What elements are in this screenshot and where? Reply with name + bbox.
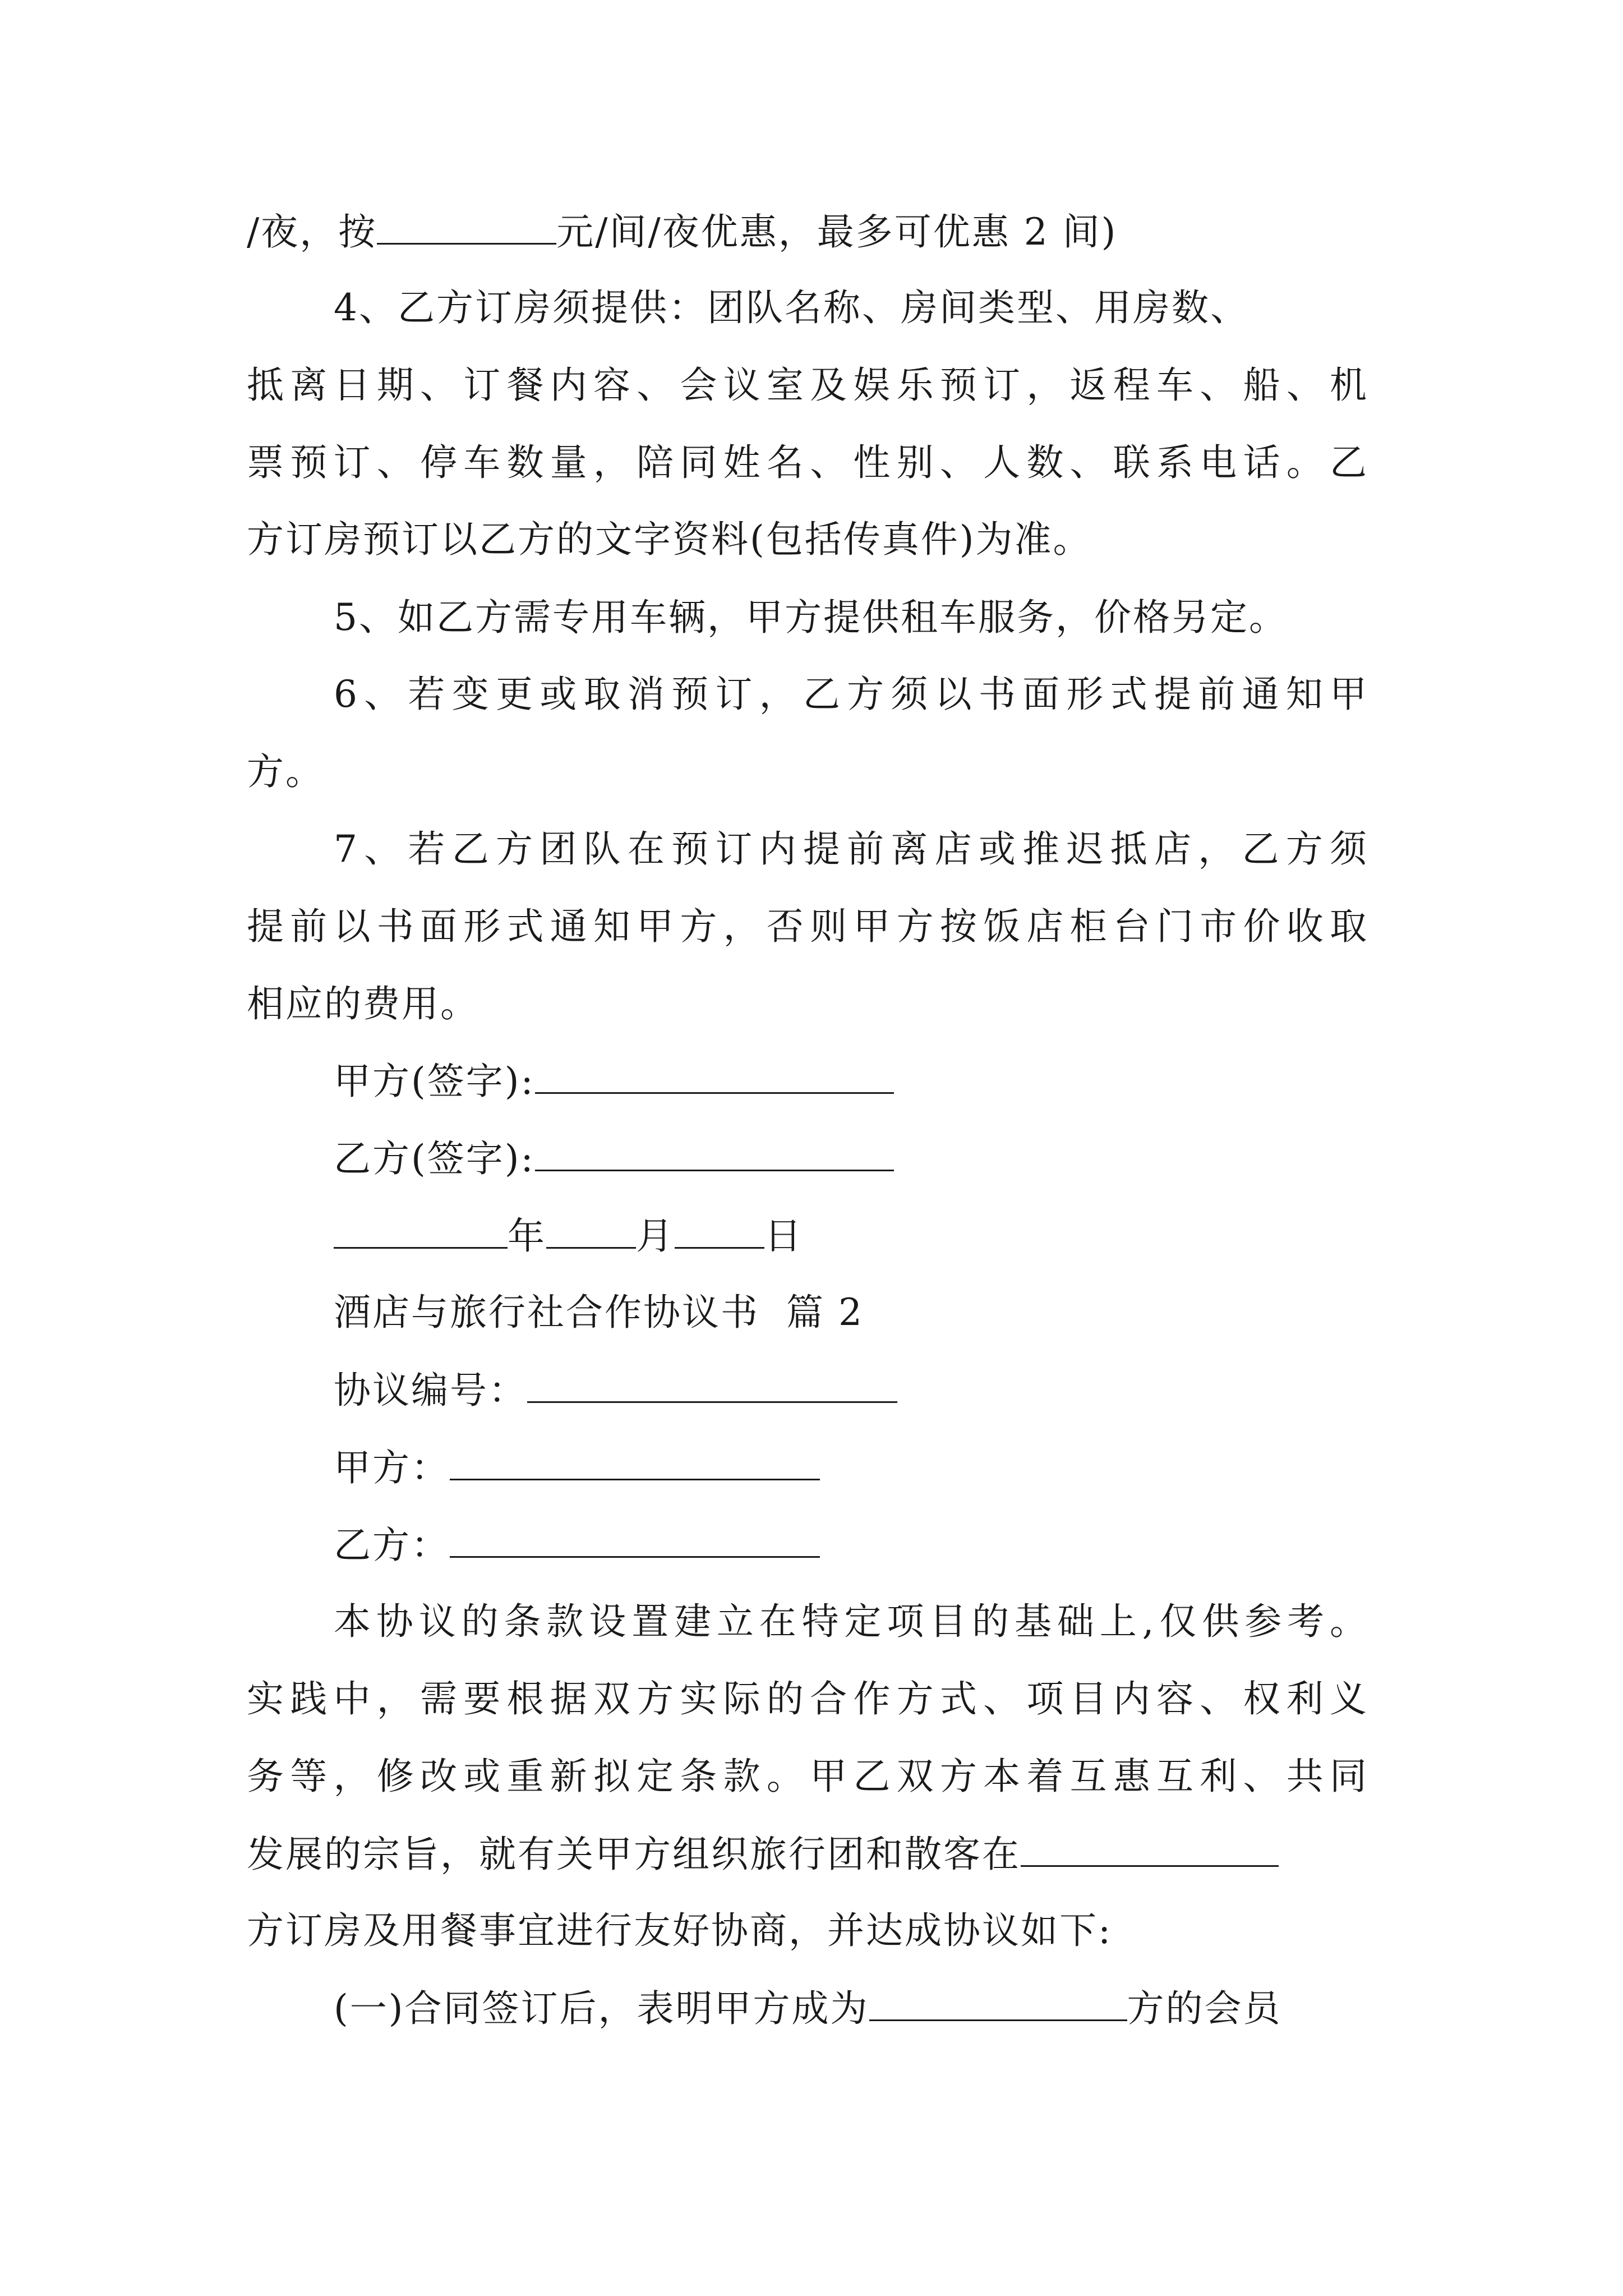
intro-line-1: 本协议的条款设置建立在特定项目的基础上,仅供参考。: [334, 1600, 1368, 1643]
clause-6-line-1: 6、若变更或取消预订，乙方须以书面形式提前通知甲: [334, 673, 1368, 716]
clause-6-line-2: 方。: [247, 750, 324, 793]
year-label: 年: [508, 1214, 546, 1258]
intro-line-4: [247, 1832, 1279, 1877]
clause-one: [334, 1986, 1282, 2031]
clause-7-line-3: 相应的费用。: [247, 982, 479, 1025]
party-b-blank: [450, 1522, 820, 1558]
text-fragment: 元/间/夜优惠，最多可优惠 2 间): [556, 210, 1118, 254]
signature-blank: [535, 1136, 894, 1171]
intro-line-2: 实践中，需要根据双方实际的合作方式、项目内容、权利义: [247, 1677, 1368, 1720]
day-label: 日: [764, 1214, 803, 1258]
party-a-label: 甲方：: [334, 1446, 450, 1489]
date-line: [334, 1213, 803, 1259]
month-label: 月: [636, 1214, 675, 1258]
section-title: 酒店与旅行社合作协议书 篇 2: [334, 1291, 864, 1334]
party-b-line: [334, 1522, 820, 1568]
text-fragment: 方的会员: [1127, 1987, 1282, 2030]
party-b-label: 乙方：: [334, 1524, 450, 1567]
text-fragment: (一)合同签订后，表明甲方成为: [334, 1987, 869, 2030]
agreement-number-blank: [527, 1368, 897, 1403]
signature-blank: [535, 1059, 894, 1094]
text-fragment: /夜，按: [247, 210, 377, 254]
signature-party-b: [334, 1136, 894, 1181]
party-a-line: [334, 1445, 820, 1490]
fill-in-blank: [377, 209, 556, 245]
day-blank: [675, 1213, 764, 1249]
clause-4-line-3: 票预订、停车数量，陪同姓名、性别、人数、联系电话。乙: [247, 441, 1368, 484]
month-blank: [546, 1213, 636, 1249]
clause-7-line-1: 7、若乙方团队在预订内提前离店或推迟抵店，乙方须: [334, 827, 1368, 871]
fill-in-blank: [1021, 1832, 1279, 1867]
intro-line-3: 务等，修改或重新拟定条款。甲乙双方本着互惠互利、共同: [247, 1755, 1368, 1798]
agreement-number-line: [334, 1368, 897, 1413]
clause-4-line-4: 方订房预订以乙方的文字资料(包括传真件)为准。: [247, 518, 1092, 561]
clause-5: 5、如乙方需专用车辆，甲方提供租车服务，价格另定。: [334, 596, 1288, 639]
clause-7-line-2: 提前以书面形式通知甲方，否则甲方按饭店柜台门市价收取: [247, 905, 1368, 948]
paragraph-continuation: [247, 209, 1117, 255]
intro-line-5: 方订房及用餐事宜进行友好协商，并达成协议如下:: [247, 1909, 1113, 1952]
text-fragment: 发展的宗旨，就有关甲方组织旅行团和散客在: [247, 1833, 1021, 1876]
party-a-blank: [450, 1445, 820, 1480]
signature-party-a: [334, 1059, 894, 1104]
year-blank: [334, 1213, 508, 1249]
signature-label: 乙方(签字):: [334, 1137, 535, 1180]
fill-in-blank: [869, 1986, 1127, 2021]
signature-label: 甲方(签字):: [334, 1060, 535, 1103]
agreement-number-label: 协议编号：: [334, 1369, 527, 1412]
clause-4-line-2: 抵离日期、订餐内容、会议室及娱乐预订，返程车、船、机: [247, 364, 1368, 407]
clause-4-line-1: 4、乙方订房须提供：团队名称、房间类型、用房数、: [334, 286, 1249, 329]
